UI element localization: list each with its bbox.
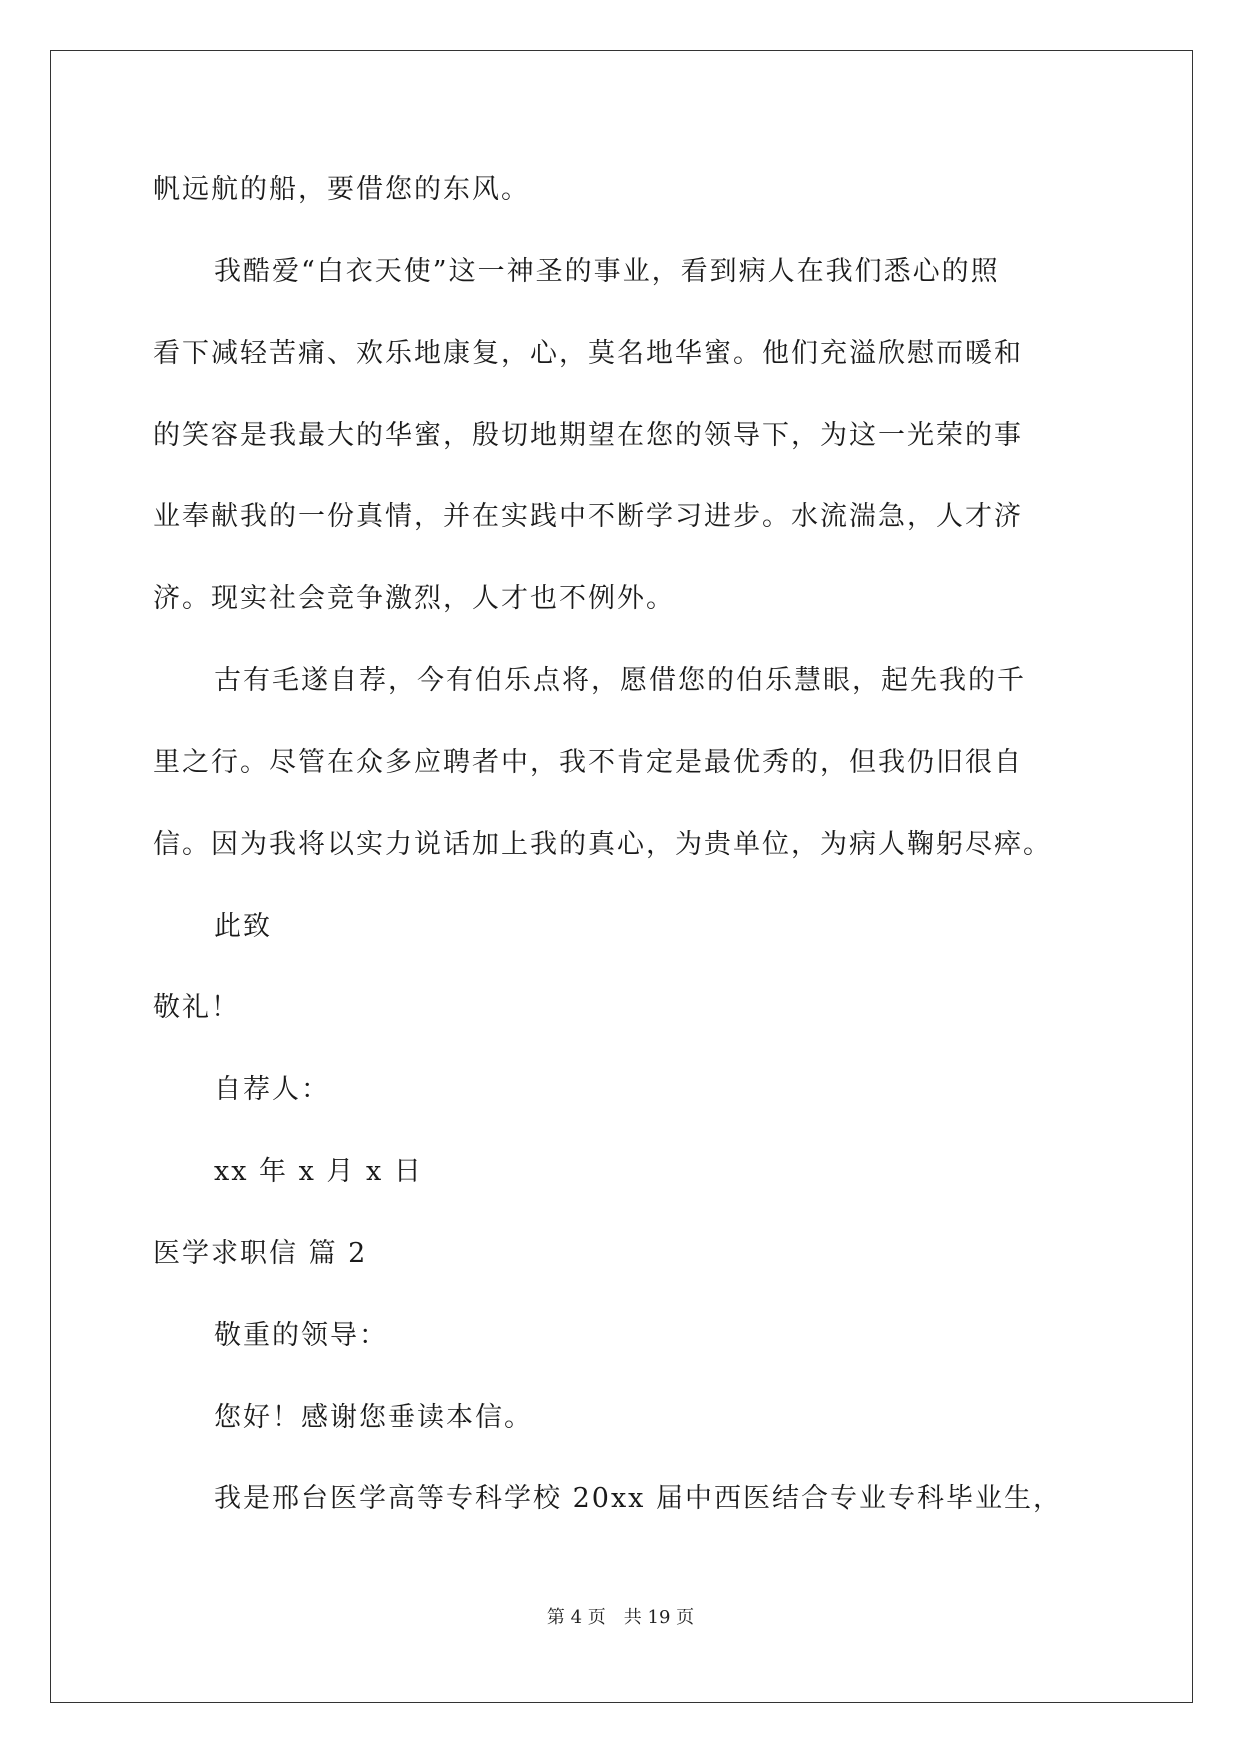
text-line: 帆远航的船，要借您的东风。	[153, 174, 530, 205]
text-line: 古有毛遂自荐，今有伯乐点将，愿借您的伯乐慧眼，起先我的千	[214, 665, 1026, 696]
page-border	[50, 50, 1193, 1703]
page-footer	[0, 1606, 1241, 1630]
section-heading: 医学求职信 篇 2	[153, 1238, 368, 1269]
closing-salutation: 此致	[214, 911, 272, 942]
text-line: 我酷爱“白衣天使”这一神圣的事业，看到病人在我们悉心的照	[214, 256, 1000, 287]
text-line: 您好！感谢您垂读本信。	[214, 1402, 533, 1433]
greeting: 敬重的领导：	[214, 1320, 388, 1351]
text-line: 看下减轻苦痛、欢乐地康复，心，莫名地华蜜。他们充溢欣慰而暖和	[153, 338, 1023, 369]
text-line: 济。现实社会竞争激烈，人才也不例外。	[153, 583, 675, 614]
text-line: 我是邢台医学高等专科学校 20xx 届中西医结合专业专科毕业生，	[214, 1483, 1062, 1514]
page-number: 第 4 页	[546, 1607, 606, 1628]
text-line: 的笑容是我最大的华蜜，殷切地期望在您的领导下，为这一光荣的事	[153, 420, 1023, 451]
page-total: 共 19 页	[623, 1607, 695, 1628]
closing-regards: 敬礼！	[153, 992, 240, 1023]
text-line: 里之行。尽管在众多应聘者中，我不肯定是最优秀的，但我仍旧很自	[153, 747, 1023, 778]
text-line: 业奉献我的一份真情，并在实践中不断学习进步。水流湍急，人才济	[153, 501, 1023, 532]
signature-label: 自荐人：	[214, 1074, 330, 1105]
date-line: xx 年 x 月 x 日	[214, 1156, 423, 1187]
text-line: 信。因为我将以实力说话加上我的真心，为贵单位，为病人鞠躬尽瘁。	[153, 829, 1052, 860]
